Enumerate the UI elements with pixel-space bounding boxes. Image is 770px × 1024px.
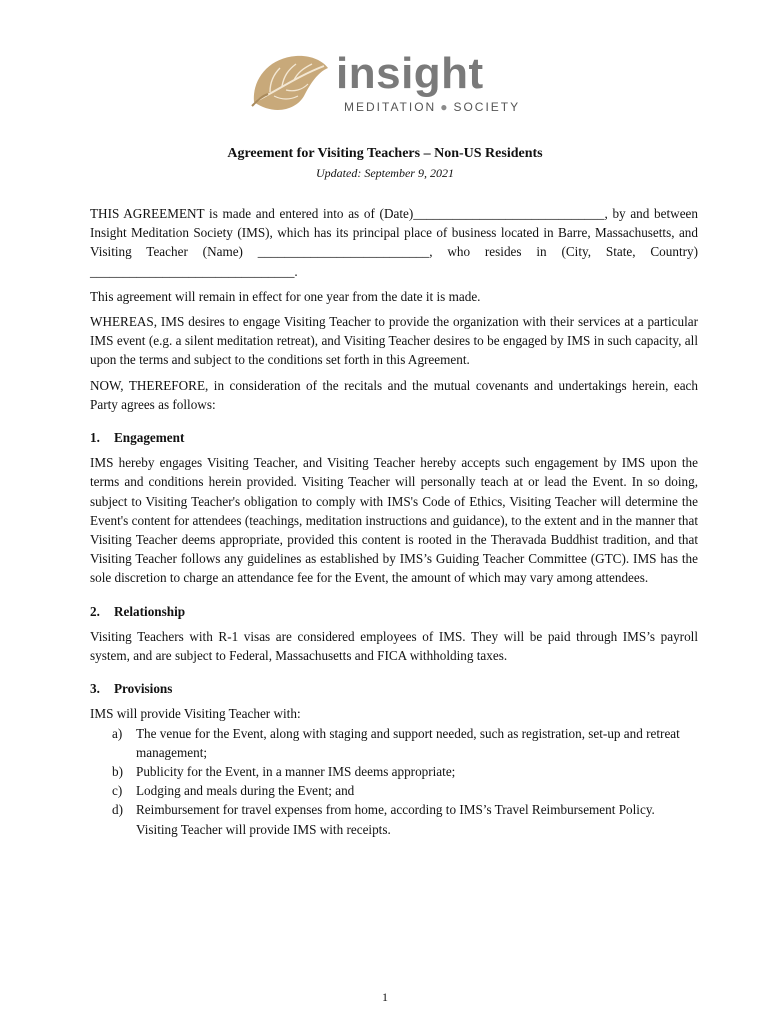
intro-paragraph-1: THIS AGREEMENT is made and entered into as of (Date)_____________________________, by and between Insight Meditation Society (IMS), which has its principal place of business located in Barre, Massachusetts, and Visiting Teacher (Name) __________________________, who resides in (City, State, Country) _______________________________. — [90, 206, 698, 279]
relationship-text: Visiting Teachers with R-1 visas are considered employees of IMS. They will be paid through IMS’s payroll system, and are subject to Federal, Massachusetts and FICA withholding taxes. — [90, 628, 698, 664]
logo-subtitle — [344, 100, 520, 114]
list-marker: d) — [112, 802, 123, 818]
list-item — [90, 724, 698, 762]
section-heading-provisions — [90, 679, 698, 698]
ims-logo — [248, 50, 528, 120]
section-title: Engagement — [114, 430, 185, 446]
page-number: 1 — [382, 990, 388, 1004]
list-item-text: Reimbursement for travel expenses from home, according to IMS’s Travel Reimbursement Policy. Visiting Teacher will provide IMS with receipts. — [136, 802, 655, 837]
updated-date: Updated: September 9, 2021 — [316, 166, 454, 180]
leaf-icon — [248, 50, 332, 118]
list-marker: c) — [112, 783, 123, 799]
provisions-list — [90, 724, 698, 839]
section-title: Provisions — [114, 681, 173, 697]
list-marker: b) — [112, 764, 123, 780]
logo-sub-left: MEDITATION — [344, 100, 437, 114]
list-item-text: The venue for the Event, along with staging and support needed, such as registration, set-up and retreat management; — [136, 725, 680, 760]
list-item — [90, 800, 698, 838]
list-item-text: Publicity for the Event, in a manner IMS deems appropriate; — [136, 764, 456, 780]
list-item-text: Lodging and meals during the Event; and — [136, 783, 355, 799]
list-marker: a) — [112, 725, 123, 741]
section-number: 3. — [90, 681, 100, 697]
document-body — [90, 204, 698, 839]
section-number: 1. — [90, 430, 100, 446]
section-title: Relationship — [114, 603, 186, 619]
section-heading-relationship — [90, 602, 698, 621]
provisions-intro: IMS will provide Visiting Teacher with: — [90, 706, 301, 722]
list-item — [90, 762, 698, 781]
intro-paragraph-3: WHEREAS, IMS desires to engage Visiting Teacher to provide the organization with their services at a particular IMS event (e.g. a silent meditation retreat), and Visiting Teacher desires to be engaged by IMS in such capacity, all upon the terms and subject to the conditions set forth in this Agreement. — [90, 314, 698, 368]
logo-separator-icon: ● — [440, 100, 450, 114]
list-item — [90, 781, 698, 800]
logo-wordmark: insight — [336, 49, 484, 98]
logo-sub-right: SOCIETY — [453, 100, 521, 114]
document-title: Agreement for Visiting Teachers – Non-US Residents — [227, 146, 543, 161]
intro-paragraph-2: This agreement will remain in effect for one year from the date it is made. — [90, 288, 481, 304]
section-heading-engagement — [90, 428, 698, 447]
engagement-text: IMS hereby engages Visiting Teacher, and Visiting Teacher hereby accepts such engagement by IMS upon the terms and conditions herein provided. Visiting Teacher will personally teach at or lead the Event. In so doing, subject to Visiting Teacher's obligation to comply with IMS's Code of Ethics, Visiting Teacher will determine the Event's content for attendees (teachings, meditation instructions and guidance), to the extent and in the manner that Visiting Teacher deems appropriate, provided this content is rooted in the Theravada Buddhist tradition, and that Visiting Teacher follows any guidelines as established by IMS’s Guiding Teacher Committee (GTC). IMS has the sole discretion to charge an attendance fee for the Event, the amount of which may vary among attendees. — [90, 455, 698, 586]
intro-paragraph-4: NOW, THEREFORE, in consideration of the recitals and the mutual covenants and undertakings herein, each Party agrees as follows: — [90, 377, 698, 412]
section-number: 2. — [90, 603, 100, 619]
